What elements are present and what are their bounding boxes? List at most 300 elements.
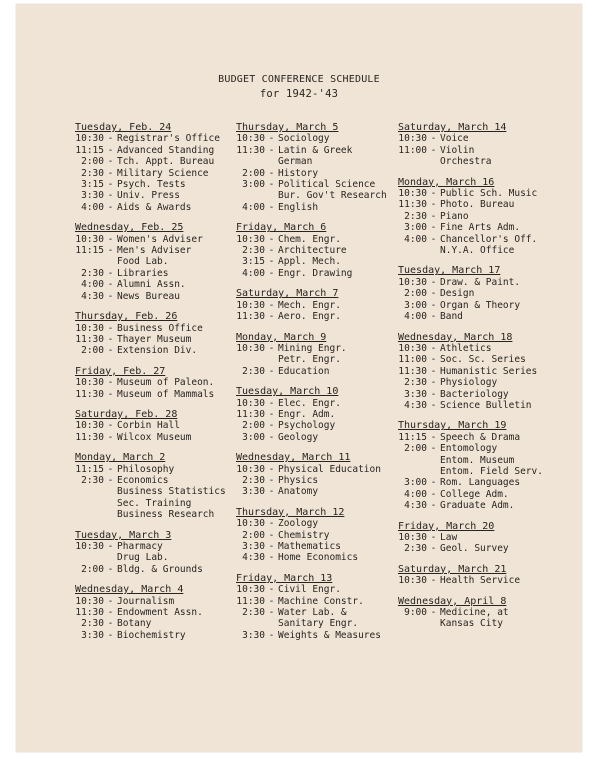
- entry-time: 11:30: [236, 144, 265, 156]
- dash-separator: -: [430, 365, 437, 377]
- dash-separator: -: [268, 474, 275, 486]
- dash-separator: -: [268, 397, 275, 409]
- department-line: Organ & Theory: [440, 299, 521, 311]
- department-line: Aero. Engr.: [278, 311, 341, 323]
- entry-department: [117, 377, 214, 388]
- dash-separator: -: [268, 408, 275, 420]
- entry-time: 10:30: [398, 276, 427, 288]
- entry-department: [117, 245, 191, 268]
- day-heading: Wednesday, March 11: [236, 452, 351, 464]
- schedule-entry: [398, 400, 568, 411]
- dash-separator: -: [430, 399, 437, 411]
- department-line: Draw. & Paint.: [440, 276, 521, 288]
- schedule-entry: [75, 245, 237, 268]
- entry-time: 11:30: [75, 333, 104, 345]
- department-line: Violin: [440, 144, 475, 156]
- entry-department: [278, 518, 318, 529]
- entry-department: [117, 268, 168, 279]
- entry-time: 10:30: [398, 342, 427, 354]
- dash-separator: -: [268, 431, 275, 443]
- schedule-entry: [236, 541, 401, 552]
- dash-separator: -: [268, 179, 275, 191]
- department-line: Science Bulletin: [440, 399, 532, 411]
- entry-time: 4:30: [81, 290, 104, 302]
- day-heading: Thursday, March 12: [236, 506, 345, 518]
- entry-time: 10:30: [75, 541, 104, 552]
- entry-time: 2:00: [404, 443, 427, 455]
- day-section: [75, 452, 237, 520]
- schedule-entry: [398, 354, 568, 365]
- entry-department: [440, 234, 537, 257]
- entry-department: [278, 245, 347, 256]
- schedule-entry: [75, 145, 237, 156]
- entry-department: [117, 334, 191, 345]
- department-line: Band: [440, 311, 463, 323]
- day-section: [398, 177, 568, 257]
- day-section: [398, 420, 568, 511]
- day-section: [236, 507, 401, 564]
- department-line: Military Science: [117, 167, 209, 179]
- day-heading: Friday, March 20: [398, 520, 495, 532]
- day-heading: Tuesday, March 17: [398, 265, 501, 277]
- dash-separator: -: [430, 222, 437, 234]
- dash-separator: -: [430, 443, 437, 455]
- dash-separator: -: [107, 541, 114, 552]
- entry-time: 11:30: [236, 311, 265, 323]
- entry-department: [117, 464, 174, 475]
- dash-separator: -: [268, 233, 275, 245]
- entry-time: 2:30: [242, 474, 265, 486]
- entry-time: 2:30: [81, 167, 104, 179]
- entry-time: 11:00: [398, 144, 427, 156]
- entry-time: 2:30: [404, 377, 427, 389]
- dash-separator: -: [268, 342, 275, 354]
- schedule-column-1: [75, 122, 237, 650]
- dash-separator: -: [430, 133, 437, 145]
- schedule-entry: [398, 532, 568, 543]
- entry-time: 2:30: [242, 607, 265, 619]
- department-line: Zoology: [278, 518, 319, 530]
- dash-separator: -: [268, 267, 275, 279]
- department-line: Thayer Museum: [117, 333, 192, 345]
- department-line: Physiology: [440, 377, 498, 389]
- entry-department: [117, 607, 203, 618]
- day-section: [75, 311, 237, 357]
- entry-department: [278, 366, 329, 377]
- department-line: Elec. Engr.: [278, 397, 341, 409]
- entry-time: 10:30: [398, 532, 427, 543]
- department-line: English: [278, 201, 319, 213]
- schedule-entry: [236, 420, 401, 431]
- entry-department: [278, 145, 352, 168]
- entry-department: [117, 541, 168, 564]
- dash-separator: -: [268, 167, 275, 179]
- entry-department: [440, 354, 526, 365]
- dash-separator: -: [430, 500, 437, 512]
- day-heading: Thursday, Feb. 26: [75, 311, 178, 323]
- entry-department: [117, 596, 174, 607]
- entry-department: [278, 311, 341, 322]
- schedule-entry: [236, 518, 401, 529]
- schedule-entry: [236, 245, 401, 256]
- department-line: Food Lab.: [117, 256, 169, 268]
- schedule-entry: [398, 133, 568, 144]
- schedule-entry: [398, 234, 568, 257]
- dash-separator: -: [107, 345, 114, 357]
- entry-department: [117, 179, 186, 190]
- department-line: Geol. Survey: [440, 543, 509, 555]
- entry-department: [278, 133, 329, 144]
- dash-separator: -: [107, 133, 114, 145]
- entry-time: 11:15: [75, 245, 104, 257]
- department-line: Business Research: [117, 509, 215, 521]
- entry-time: 2:00: [242, 529, 265, 541]
- entry-department: [278, 409, 335, 420]
- entry-time: 4:00: [404, 488, 427, 500]
- entry-time: 2:30: [242, 245, 265, 257]
- entry-time: 10:30: [75, 377, 104, 389]
- entry-department: [440, 343, 491, 354]
- department-line: Kansas City: [440, 618, 503, 630]
- schedule-entry: [398, 389, 568, 400]
- department-line: Mech. Engr.: [278, 299, 341, 311]
- department-line: Psych. Tests: [117, 179, 186, 191]
- department-line: Bur. Gov't Research: [278, 190, 387, 202]
- department-line: Political Science: [278, 179, 376, 191]
- schedule-entry: [398, 443, 568, 477]
- day-heading: Monday, March 2: [75, 452, 166, 464]
- department-line: Bldg. & Grounds: [117, 563, 203, 575]
- day-section: [75, 409, 237, 443]
- department-line: Petr. Engr.: [278, 354, 341, 366]
- entry-time: 3:00: [404, 222, 427, 234]
- department-line: Rom. Languages: [440, 477, 521, 489]
- entry-time: 3:30: [81, 629, 104, 641]
- day-section: [75, 530, 237, 576]
- entry-time: 2:30: [404, 210, 427, 222]
- department-line: Home Economics: [278, 552, 359, 564]
- entry-department: [440, 300, 520, 311]
- day-section: [398, 521, 568, 555]
- department-line: Public Sch. Music: [440, 188, 538, 200]
- entry-time: 3:15: [242, 256, 265, 268]
- schedule-entry: [236, 268, 401, 279]
- dash-separator: -: [107, 179, 114, 191]
- department-line: Education: [278, 365, 330, 377]
- schedule-entry: [236, 168, 401, 179]
- department-line: Graduate Adm.: [440, 500, 515, 512]
- department-line: Advanced Standing: [117, 144, 215, 156]
- entry-department: [278, 234, 341, 245]
- dash-separator: -: [430, 144, 437, 156]
- entry-department: [440, 211, 469, 222]
- day-heading: Wednesday, March 4: [75, 584, 184, 596]
- entry-time: 3:30: [81, 190, 104, 202]
- dash-separator: -: [268, 299, 275, 311]
- dash-separator: -: [107, 431, 114, 443]
- department-line: Anatomy: [278, 486, 319, 498]
- entry-department: [117, 618, 151, 629]
- schedule-entry: [75, 168, 237, 179]
- dash-separator: -: [268, 607, 275, 619]
- entry-time: 2:30: [81, 474, 104, 486]
- entry-department: [278, 541, 341, 552]
- schedule-entry: [398, 199, 568, 210]
- entry-time: 2:30: [404, 543, 427, 555]
- schedule-entry: [236, 398, 401, 409]
- department-line: Journalism: [117, 595, 175, 607]
- schedule-entry: [398, 145, 568, 168]
- department-line: Extension Div.: [117, 345, 198, 357]
- entry-department: [117, 133, 220, 144]
- day-section: [236, 386, 401, 443]
- dash-separator: -: [268, 584, 275, 596]
- schedule-entry: [236, 343, 401, 366]
- schedule-entry: [75, 596, 237, 607]
- entry-time: 10:30: [236, 342, 265, 354]
- schedule-entry: [398, 366, 568, 377]
- dash-separator: -: [268, 518, 275, 530]
- dash-separator: -: [107, 629, 114, 641]
- schedule-entry: [75, 420, 237, 431]
- schedule-entry: [75, 334, 237, 345]
- dash-separator: -: [268, 245, 275, 257]
- entry-time: 4:00: [81, 279, 104, 291]
- department-line: Engr. Drawing: [278, 267, 353, 279]
- day-heading: Friday, March 13: [236, 572, 333, 584]
- dash-separator: -: [268, 133, 275, 145]
- dash-separator: -: [107, 463, 114, 475]
- entry-time: 4:00: [81, 201, 104, 213]
- dash-separator: -: [107, 563, 114, 575]
- entry-time: 2:00: [81, 345, 104, 357]
- department-line: Chemistry: [278, 529, 330, 541]
- department-line: Tch. Appt. Bureau: [117, 156, 215, 168]
- entry-department: [278, 202, 318, 213]
- entry-department: [440, 443, 543, 477]
- schedule-entry: [236, 432, 401, 443]
- dash-separator: -: [107, 167, 114, 179]
- entry-time: 10:30: [75, 595, 104, 607]
- entry-department: [278, 475, 318, 486]
- entry-department: [117, 202, 191, 213]
- department-line: Mining Engr.: [278, 342, 347, 354]
- schedule-entry: [236, 475, 401, 486]
- entry-department: [117, 630, 186, 641]
- schedule-entry: [398, 575, 568, 586]
- day-heading: Tuesday, March 10: [236, 386, 339, 398]
- entry-department: [440, 145, 491, 168]
- entry-time: 3:00: [242, 431, 265, 443]
- department-line: Men's Adviser: [117, 245, 192, 257]
- department-line: German: [278, 156, 313, 168]
- day-section: [236, 452, 401, 498]
- day-section: [75, 584, 237, 641]
- schedule-entry: [75, 133, 237, 144]
- department-line: Law: [440, 532, 458, 543]
- schedule-entry: [236, 234, 401, 245]
- schedule-entry: [236, 300, 401, 311]
- dash-separator: -: [107, 322, 114, 334]
- day-section: [236, 573, 401, 641]
- schedule-entry: [398, 277, 568, 288]
- dash-separator: -: [430, 477, 437, 489]
- entry-department: [278, 584, 341, 595]
- entry-time: 11:15: [398, 431, 427, 443]
- schedule-entry: [398, 607, 568, 630]
- dash-separator: -: [430, 488, 437, 500]
- day-heading: Thursday, March 5: [236, 122, 339, 133]
- schedule-entry: [398, 343, 568, 354]
- schedule-entry: [236, 552, 401, 563]
- department-line: Philosophy: [117, 463, 175, 475]
- entry-time: 10:30: [75, 420, 104, 432]
- schedule-column-3: [398, 122, 568, 639]
- department-line: Mathematics: [278, 541, 341, 552]
- department-line: Humanistic Series: [440, 365, 538, 377]
- department-line: Machine Constr.: [278, 595, 364, 607]
- entry-department: [278, 420, 335, 431]
- department-line: Athletics: [440, 342, 492, 354]
- entry-time: 10:30: [398, 575, 427, 587]
- entry-department: [440, 532, 457, 543]
- entry-time: 10:30: [236, 518, 265, 530]
- day-section: [398, 332, 568, 412]
- entry-time: 2:00: [81, 563, 104, 575]
- schedule-entry: [398, 311, 568, 322]
- dash-separator: -: [430, 431, 437, 443]
- dash-separator: -: [107, 245, 114, 257]
- entry-time: 10:30: [75, 233, 104, 245]
- schedule-entry: [236, 366, 401, 377]
- department-line: Engr. Adm.: [278, 408, 336, 420]
- day-heading: Thursday, March 19: [398, 420, 507, 432]
- day-heading: Monday, March 9: [236, 331, 327, 343]
- dash-separator: -: [268, 552, 275, 564]
- schedule-entry: [236, 584, 401, 595]
- entry-department: [440, 500, 514, 511]
- entry-time: 10:30: [236, 584, 265, 596]
- department-line: Speech & Drama: [440, 431, 521, 443]
- dash-separator: -: [107, 595, 114, 607]
- entry-department: [278, 630, 381, 641]
- entry-time: 10:30: [398, 133, 427, 145]
- dash-separator: -: [430, 575, 437, 587]
- department-line: Bacteriology: [440, 388, 509, 400]
- department-line: Soc. Sc. Series: [440, 354, 526, 366]
- department-line: Economics: [117, 474, 169, 486]
- entry-time: 4:30: [404, 399, 427, 411]
- entry-department: [440, 543, 509, 554]
- entry-time: 10:30: [236, 299, 265, 311]
- dash-separator: -: [430, 388, 437, 400]
- entry-time: 2:00: [81, 156, 104, 168]
- schedule-entry: [236, 630, 401, 641]
- department-line: Sanitary Engr.: [278, 618, 359, 630]
- dash-separator: -: [107, 279, 114, 291]
- schedule-entry: [75, 618, 237, 629]
- department-line: Business Office: [117, 322, 203, 334]
- entry-department: [440, 489, 509, 500]
- dash-separator: -: [107, 233, 114, 245]
- dash-separator: -: [430, 377, 437, 389]
- schedule-entry: [236, 530, 401, 541]
- dash-separator: -: [268, 144, 275, 156]
- entry-time: 10:30: [75, 322, 104, 334]
- department-line: Entom. Museum: [440, 454, 515, 466]
- day-heading: Saturday, March 14: [398, 122, 507, 133]
- day-section: [75, 122, 237, 213]
- schedule-entry: [75, 630, 237, 641]
- schedule-entry: [398, 432, 568, 443]
- entry-department: [117, 475, 226, 521]
- day-section: [236, 288, 401, 322]
- schedule-entry: [75, 607, 237, 618]
- schedule-entry: [75, 190, 237, 201]
- entry-time: 4:30: [242, 552, 265, 564]
- schedule-entry: [75, 541, 237, 564]
- entry-department: [278, 432, 318, 443]
- entry-time: 9:00: [404, 607, 427, 619]
- department-line: Design: [440, 288, 475, 300]
- entry-time: 10:30: [236, 233, 265, 245]
- entry-department: [278, 596, 364, 607]
- department-line: Piano: [440, 210, 469, 222]
- entry-department: [440, 400, 532, 411]
- department-line: Architecture: [278, 245, 347, 257]
- entry-time: 4:00: [242, 201, 265, 213]
- entry-department: [440, 575, 520, 586]
- entry-department: [440, 188, 537, 199]
- department-line: College Adm.: [440, 488, 509, 500]
- dash-separator: -: [107, 144, 114, 156]
- dash-separator: -: [430, 210, 437, 222]
- entry-time: 3:00: [404, 477, 427, 489]
- department-line: Civil Engr.: [278, 584, 341, 596]
- dash-separator: -: [268, 201, 275, 213]
- entry-department: [117, 156, 214, 167]
- entry-department: [117, 145, 214, 156]
- day-section: [398, 596, 568, 630]
- dash-separator: -: [107, 474, 114, 486]
- day-section: [398, 265, 568, 322]
- dash-separator: -: [107, 377, 114, 389]
- dash-separator: -: [268, 365, 275, 377]
- department-line: Physics: [278, 474, 319, 486]
- dash-separator: -: [430, 199, 437, 211]
- schedule-entry: [75, 179, 237, 190]
- department-line: Orchestra: [440, 156, 492, 168]
- schedule-entry: [236, 256, 401, 267]
- day-section: [75, 366, 237, 400]
- department-line: Weights & Measures: [278, 629, 381, 641]
- entry-time: 3:15: [81, 179, 104, 191]
- dash-separator: -: [107, 333, 114, 345]
- day-heading: Friday, Feb. 27: [75, 365, 166, 377]
- entry-time: 11:30: [398, 365, 427, 377]
- schedule-entry: [236, 179, 401, 202]
- department-line: Health Service: [440, 575, 521, 587]
- entry-time: 4:00: [404, 233, 427, 245]
- schedule-entry: [75, 323, 237, 334]
- entry-department: [117, 234, 203, 245]
- dash-separator: -: [268, 256, 275, 268]
- entry-department: [278, 464, 381, 475]
- entry-department: [117, 168, 209, 179]
- entry-time: 10:30: [236, 397, 265, 409]
- schedule-entry: [75, 279, 237, 290]
- schedule-page: [16, 4, 582, 752]
